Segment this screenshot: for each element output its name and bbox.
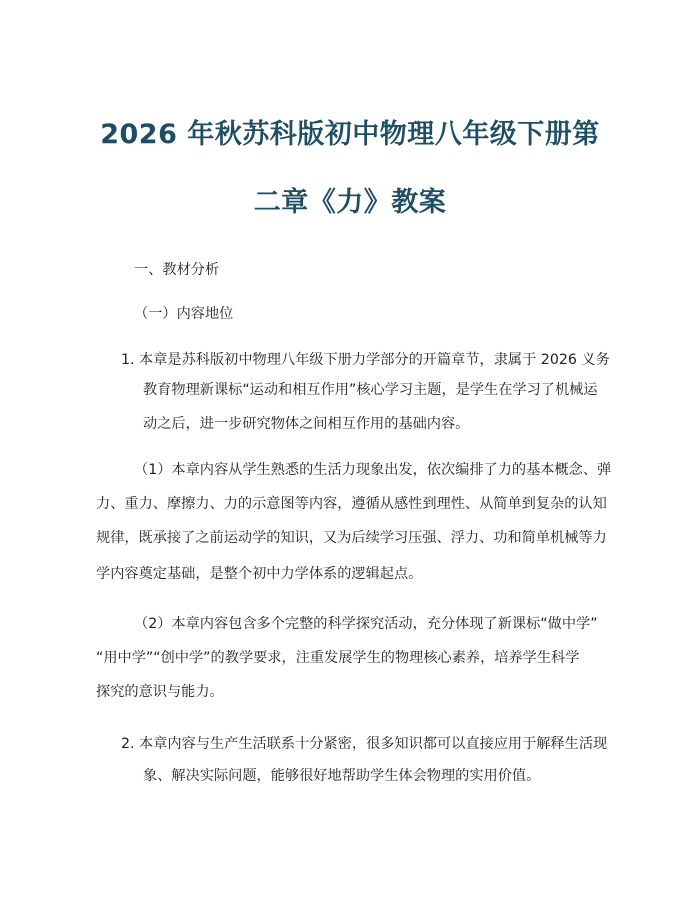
section-heading: 一、教材分析 — [134, 262, 220, 278]
para-2-line-2: “用中学”“创中学”的教学要求，注重发展学生的物理核心素养，培养学生科学 — [96, 650, 580, 666]
para-1-line-2: 力、重力、摩擦力、力的示意图等内容，遵循从感性到理性、从简单到复杂的认知 — [96, 496, 607, 512]
item-2-line-2: 象、解决实际问题，能够很好地帮助学生体会物理的实用价值。 — [143, 768, 541, 784]
item-1-line-2: 教育物理新课标“运动和相互作用”核心学习主题，是学生在学习了机械运 — [143, 382, 598, 398]
item-2-line-1: 2. 本章内容与生产生活联系十分紧密，很多知识都可以直接应用于解释生活现 — [121, 736, 608, 752]
para-1-line-4: 学内容奠定基础，是整个初中力学体系的逻辑起点。 — [96, 566, 423, 582]
para-2-line-1: （2）本章内容包含多个完整的科学探究活动，充分体现了新课标“做中学” — [134, 616, 598, 632]
item-1-line-3: 动之后，进一步研究物体之间相互作用的基础内容。 — [143, 416, 470, 432]
item-1-line-1: 1. 本章是苏科版初中物理八年级下册力学部分的开篇章节，隶属于 2026 义务 — [121, 352, 610, 368]
para-2-line-3: 探究的意识与能力。 — [96, 684, 224, 700]
para-1-line-1: （1）本章内容从学生熟悉的生活力现象出发，依次编排了力的基本概念、弹 — [134, 462, 612, 478]
para-1-line-3: 规律，既承接了之前运动学的知识，又为后续学习压强、浮力、功和简单机械等力 — [96, 530, 607, 546]
subsection-heading: （一）内容地位 — [134, 306, 234, 322]
document-title-line-1: 2026 年秋苏科版初中物理八年级下册第 — [100, 119, 600, 150]
document-title-line-2: 二章《力》教案 — [253, 187, 447, 218]
